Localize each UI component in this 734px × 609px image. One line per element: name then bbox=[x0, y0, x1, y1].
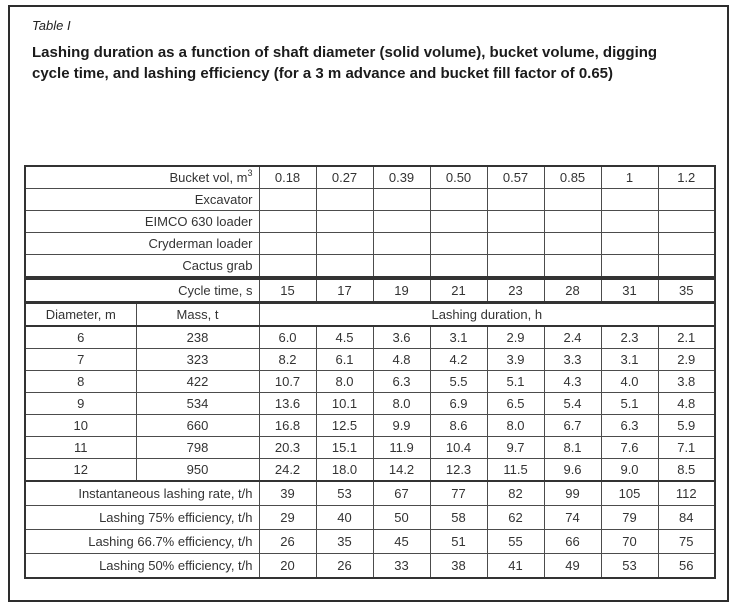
equipment-applicable-cell bbox=[430, 233, 487, 255]
rate-row bbox=[25, 506, 715, 530]
equipment-applicable-cell bbox=[430, 189, 487, 211]
equipment-applicable-cell bbox=[658, 255, 715, 279]
column-header-row bbox=[25, 303, 715, 327]
duration-value: 8.0 bbox=[487, 415, 544, 437]
table-number-label: Table I bbox=[32, 18, 71, 33]
duration-value: 15.1 bbox=[316, 437, 373, 459]
cycle-time-row bbox=[25, 278, 715, 303]
lashing-table bbox=[24, 165, 716, 579]
equipment-row-cryderman-loader bbox=[25, 233, 715, 255]
duration-value: 7.1 bbox=[658, 437, 715, 459]
rate-value: 105 bbox=[601, 481, 658, 506]
cycle-time-value: 23 bbox=[487, 278, 544, 303]
duration-value: 5.5 bbox=[430, 371, 487, 393]
duration-value: 6.7 bbox=[544, 415, 601, 437]
duration-value: 6.9 bbox=[430, 393, 487, 415]
rate-value: 20 bbox=[259, 554, 316, 579]
duration-value: 3.9 bbox=[487, 349, 544, 371]
duration-value: 12.3 bbox=[430, 459, 487, 482]
rate-value: 70 bbox=[601, 530, 658, 554]
duration-row bbox=[25, 437, 715, 459]
duration-value: 11.5 bbox=[487, 459, 544, 482]
rate-value: 67 bbox=[373, 481, 430, 506]
duration-value: 18.0 bbox=[316, 459, 373, 482]
equipment-applicable-cell bbox=[544, 255, 601, 279]
diameter-value: 11 bbox=[25, 437, 136, 459]
duration-value: 3.8 bbox=[658, 371, 715, 393]
diameter-value: 9 bbox=[25, 393, 136, 415]
rate-label: Lashing 50% efficiency, t/h bbox=[25, 554, 259, 579]
equipment-blank-cell bbox=[259, 255, 316, 279]
equipment-blank-cell bbox=[601, 189, 658, 211]
equipment-row-cactus-grab bbox=[25, 255, 715, 279]
mass-value: 798 bbox=[136, 437, 259, 459]
cycle-time-value: 35 bbox=[658, 278, 715, 303]
equipment-applicable-cell bbox=[316, 189, 373, 211]
equipment-applicable-cell bbox=[259, 189, 316, 211]
bucket-vol-label-text: Bucket vol, m bbox=[169, 170, 248, 185]
duration-row bbox=[25, 459, 715, 482]
diameter-value: 10 bbox=[25, 415, 136, 437]
equipment-blank-cell bbox=[487, 211, 544, 233]
duration-value: 3.1 bbox=[601, 349, 658, 371]
rate-value: 53 bbox=[316, 481, 373, 506]
duration-value: 4.8 bbox=[373, 349, 430, 371]
cycle-time-value: 28 bbox=[544, 278, 601, 303]
duration-value: 16.8 bbox=[259, 415, 316, 437]
equipment-applicable-cell bbox=[373, 233, 430, 255]
equipment-label: Excavator bbox=[25, 189, 259, 211]
rate-label: Lashing 75% efficiency, t/h bbox=[25, 506, 259, 530]
duration-value: 10.7 bbox=[259, 371, 316, 393]
duration-value: 8.2 bbox=[259, 349, 316, 371]
rate-row bbox=[25, 530, 715, 554]
rate-row bbox=[25, 481, 715, 506]
diameter-value: 6 bbox=[25, 326, 136, 349]
header-row-bucket-vol bbox=[25, 166, 715, 189]
duration-value: 9.7 bbox=[487, 437, 544, 459]
rate-value: 66 bbox=[544, 530, 601, 554]
rate-value: 41 bbox=[487, 554, 544, 579]
bucket-vol-superscript: 3 bbox=[247, 167, 253, 178]
mass-value: 323 bbox=[136, 349, 259, 371]
duration-value: 24.2 bbox=[259, 459, 316, 482]
mass-value: 422 bbox=[136, 371, 259, 393]
equipment-blank-cell bbox=[430, 255, 487, 279]
rate-value: 29 bbox=[259, 506, 316, 530]
equipment-applicable-cell bbox=[601, 255, 658, 279]
equipment-applicable-cell bbox=[316, 233, 373, 255]
duration-value: 8.1 bbox=[544, 437, 601, 459]
equipment-blank-cell bbox=[601, 211, 658, 233]
rate-value: 53 bbox=[601, 554, 658, 579]
duration-value: 4.8 bbox=[658, 393, 715, 415]
equipment-blank-cell bbox=[373, 255, 430, 279]
equipment-row-eimco-630-loader bbox=[25, 211, 715, 233]
duration-value: 8.0 bbox=[316, 371, 373, 393]
bucket-vol-value: 1.2 bbox=[658, 166, 715, 189]
diameter-column-header: Diameter, m bbox=[25, 303, 136, 327]
duration-value: 5.9 bbox=[658, 415, 715, 437]
mass-value: 950 bbox=[136, 459, 259, 482]
equipment-applicable-cell bbox=[487, 233, 544, 255]
rate-value: 55 bbox=[487, 530, 544, 554]
rate-value: 62 bbox=[487, 506, 544, 530]
row-label-bucket-vol bbox=[25, 166, 259, 189]
duration-row bbox=[25, 393, 715, 415]
diameter-value: 12 bbox=[25, 459, 136, 482]
rate-value: 26 bbox=[259, 530, 316, 554]
mass-value: 238 bbox=[136, 326, 259, 349]
rate-value: 50 bbox=[373, 506, 430, 530]
duration-value: 8.5 bbox=[658, 459, 715, 482]
duration-value: 2.3 bbox=[601, 326, 658, 349]
bucket-vol-value: 0.18 bbox=[259, 166, 316, 189]
rate-value: 33 bbox=[373, 554, 430, 579]
duration-value: 6.1 bbox=[316, 349, 373, 371]
equipment-blank-cell bbox=[259, 211, 316, 233]
rate-value: 79 bbox=[601, 506, 658, 530]
lashing-duration-span-header: Lashing duration, h bbox=[259, 303, 715, 327]
duration-value: 13.6 bbox=[259, 393, 316, 415]
equipment-label: Cactus grab bbox=[25, 255, 259, 279]
duration-row bbox=[25, 371, 715, 393]
equipment-blank-cell bbox=[658, 189, 715, 211]
cycle-time-value: 19 bbox=[373, 278, 430, 303]
mass-value: 534 bbox=[136, 393, 259, 415]
bucket-vol-value: 0.50 bbox=[430, 166, 487, 189]
duration-value: 3.6 bbox=[373, 326, 430, 349]
bucket-vol-value: 1 bbox=[601, 166, 658, 189]
duration-value: 3.3 bbox=[544, 349, 601, 371]
duration-row bbox=[25, 415, 715, 437]
duration-value: 9.0 bbox=[601, 459, 658, 482]
rate-value: 58 bbox=[430, 506, 487, 530]
rate-value: 51 bbox=[430, 530, 487, 554]
cycle-time-value: 31 bbox=[601, 278, 658, 303]
duration-value: 4.2 bbox=[430, 349, 487, 371]
rate-value: 26 bbox=[316, 554, 373, 579]
rate-row bbox=[25, 554, 715, 579]
rate-value: 84 bbox=[658, 506, 715, 530]
rate-value: 56 bbox=[658, 554, 715, 579]
cycle-time-value: 21 bbox=[430, 278, 487, 303]
duration-value: 10.1 bbox=[316, 393, 373, 415]
equipment-blank-cell bbox=[544, 233, 601, 255]
duration-value: 2.1 bbox=[658, 326, 715, 349]
duration-value: 2.9 bbox=[658, 349, 715, 371]
duration-value: 2.9 bbox=[487, 326, 544, 349]
rate-value: 45 bbox=[373, 530, 430, 554]
bucket-vol-value: 0.57 bbox=[487, 166, 544, 189]
duration-value: 9.6 bbox=[544, 459, 601, 482]
mass-value: 660 bbox=[136, 415, 259, 437]
equipment-blank-cell bbox=[658, 233, 715, 255]
cycle-time-label: Cycle time, s bbox=[25, 278, 259, 303]
cycle-time-value: 17 bbox=[316, 278, 373, 303]
rate-value: 74 bbox=[544, 506, 601, 530]
duration-value: 6.3 bbox=[373, 371, 430, 393]
rate-value: 39 bbox=[259, 481, 316, 506]
duration-value: 6.0 bbox=[259, 326, 316, 349]
equipment-applicable-cell bbox=[373, 211, 430, 233]
duration-value: 8.0 bbox=[373, 393, 430, 415]
duration-value: 12.5 bbox=[316, 415, 373, 437]
duration-value: 5.1 bbox=[487, 371, 544, 393]
equipment-blank-cell bbox=[601, 233, 658, 255]
duration-value: 4.3 bbox=[544, 371, 601, 393]
equipment-blank-cell bbox=[658, 211, 715, 233]
equipment-label: Cryderman loader bbox=[25, 233, 259, 255]
rate-label: Instantaneous lashing rate, t/h bbox=[25, 481, 259, 506]
equipment-applicable-cell bbox=[487, 255, 544, 279]
duration-value: 11.9 bbox=[373, 437, 430, 459]
rate-value: 75 bbox=[658, 530, 715, 554]
rate-value: 35 bbox=[316, 530, 373, 554]
rate-value: 112 bbox=[658, 481, 715, 506]
equipment-applicable-cell bbox=[373, 189, 430, 211]
duration-row bbox=[25, 326, 715, 349]
bucket-vol-value: 0.39 bbox=[373, 166, 430, 189]
equipment-blank-cell bbox=[544, 211, 601, 233]
duration-value: 8.6 bbox=[430, 415, 487, 437]
duration-value: 9.9 bbox=[373, 415, 430, 437]
rate-value: 49 bbox=[544, 554, 601, 579]
duration-row bbox=[25, 349, 715, 371]
rate-value: 38 bbox=[430, 554, 487, 579]
duration-value: 4.0 bbox=[601, 371, 658, 393]
equipment-blank-cell bbox=[487, 189, 544, 211]
equipment-blank-cell bbox=[430, 211, 487, 233]
equipment-label: EIMCO 630 loader bbox=[25, 211, 259, 233]
rate-value: 82 bbox=[487, 481, 544, 506]
diameter-value: 7 bbox=[25, 349, 136, 371]
cycle-time-value: 15 bbox=[259, 278, 316, 303]
rate-label: Lashing 66.7% efficiency, t/h bbox=[25, 530, 259, 554]
duration-value: 2.4 bbox=[544, 326, 601, 349]
duration-value: 5.4 bbox=[544, 393, 601, 415]
duration-value: 6.3 bbox=[601, 415, 658, 437]
rate-value: 99 bbox=[544, 481, 601, 506]
duration-value: 4.5 bbox=[316, 326, 373, 349]
duration-value: 20.3 bbox=[259, 437, 316, 459]
equipment-blank-cell bbox=[316, 255, 373, 279]
duration-value: 14.2 bbox=[373, 459, 430, 482]
duration-value: 7.6 bbox=[601, 437, 658, 459]
diameter-value: 8 bbox=[25, 371, 136, 393]
duration-value: 6.5 bbox=[487, 393, 544, 415]
equipment-blank-cell bbox=[259, 233, 316, 255]
equipment-blank-cell bbox=[544, 189, 601, 211]
bucket-vol-value: 0.85 bbox=[544, 166, 601, 189]
duration-value: 5.1 bbox=[601, 393, 658, 415]
equipment-applicable-cell bbox=[316, 211, 373, 233]
figure-box bbox=[8, 5, 729, 602]
table-title: Lashing duration as a function of shaft diameter (solid volume), bucket volume, digging cycle time, and lashing efficiency (for a 3 m advance and bucket fill factor of 0.65) bbox=[32, 44, 658, 82]
rate-value: 77 bbox=[430, 481, 487, 506]
equipment-row-excavator bbox=[25, 189, 715, 211]
duration-value: 3.1 bbox=[430, 326, 487, 349]
mass-column-header: Mass, t bbox=[136, 303, 259, 327]
bucket-vol-value: 0.27 bbox=[316, 166, 373, 189]
rate-value: 40 bbox=[316, 506, 373, 530]
duration-value: 10.4 bbox=[430, 437, 487, 459]
